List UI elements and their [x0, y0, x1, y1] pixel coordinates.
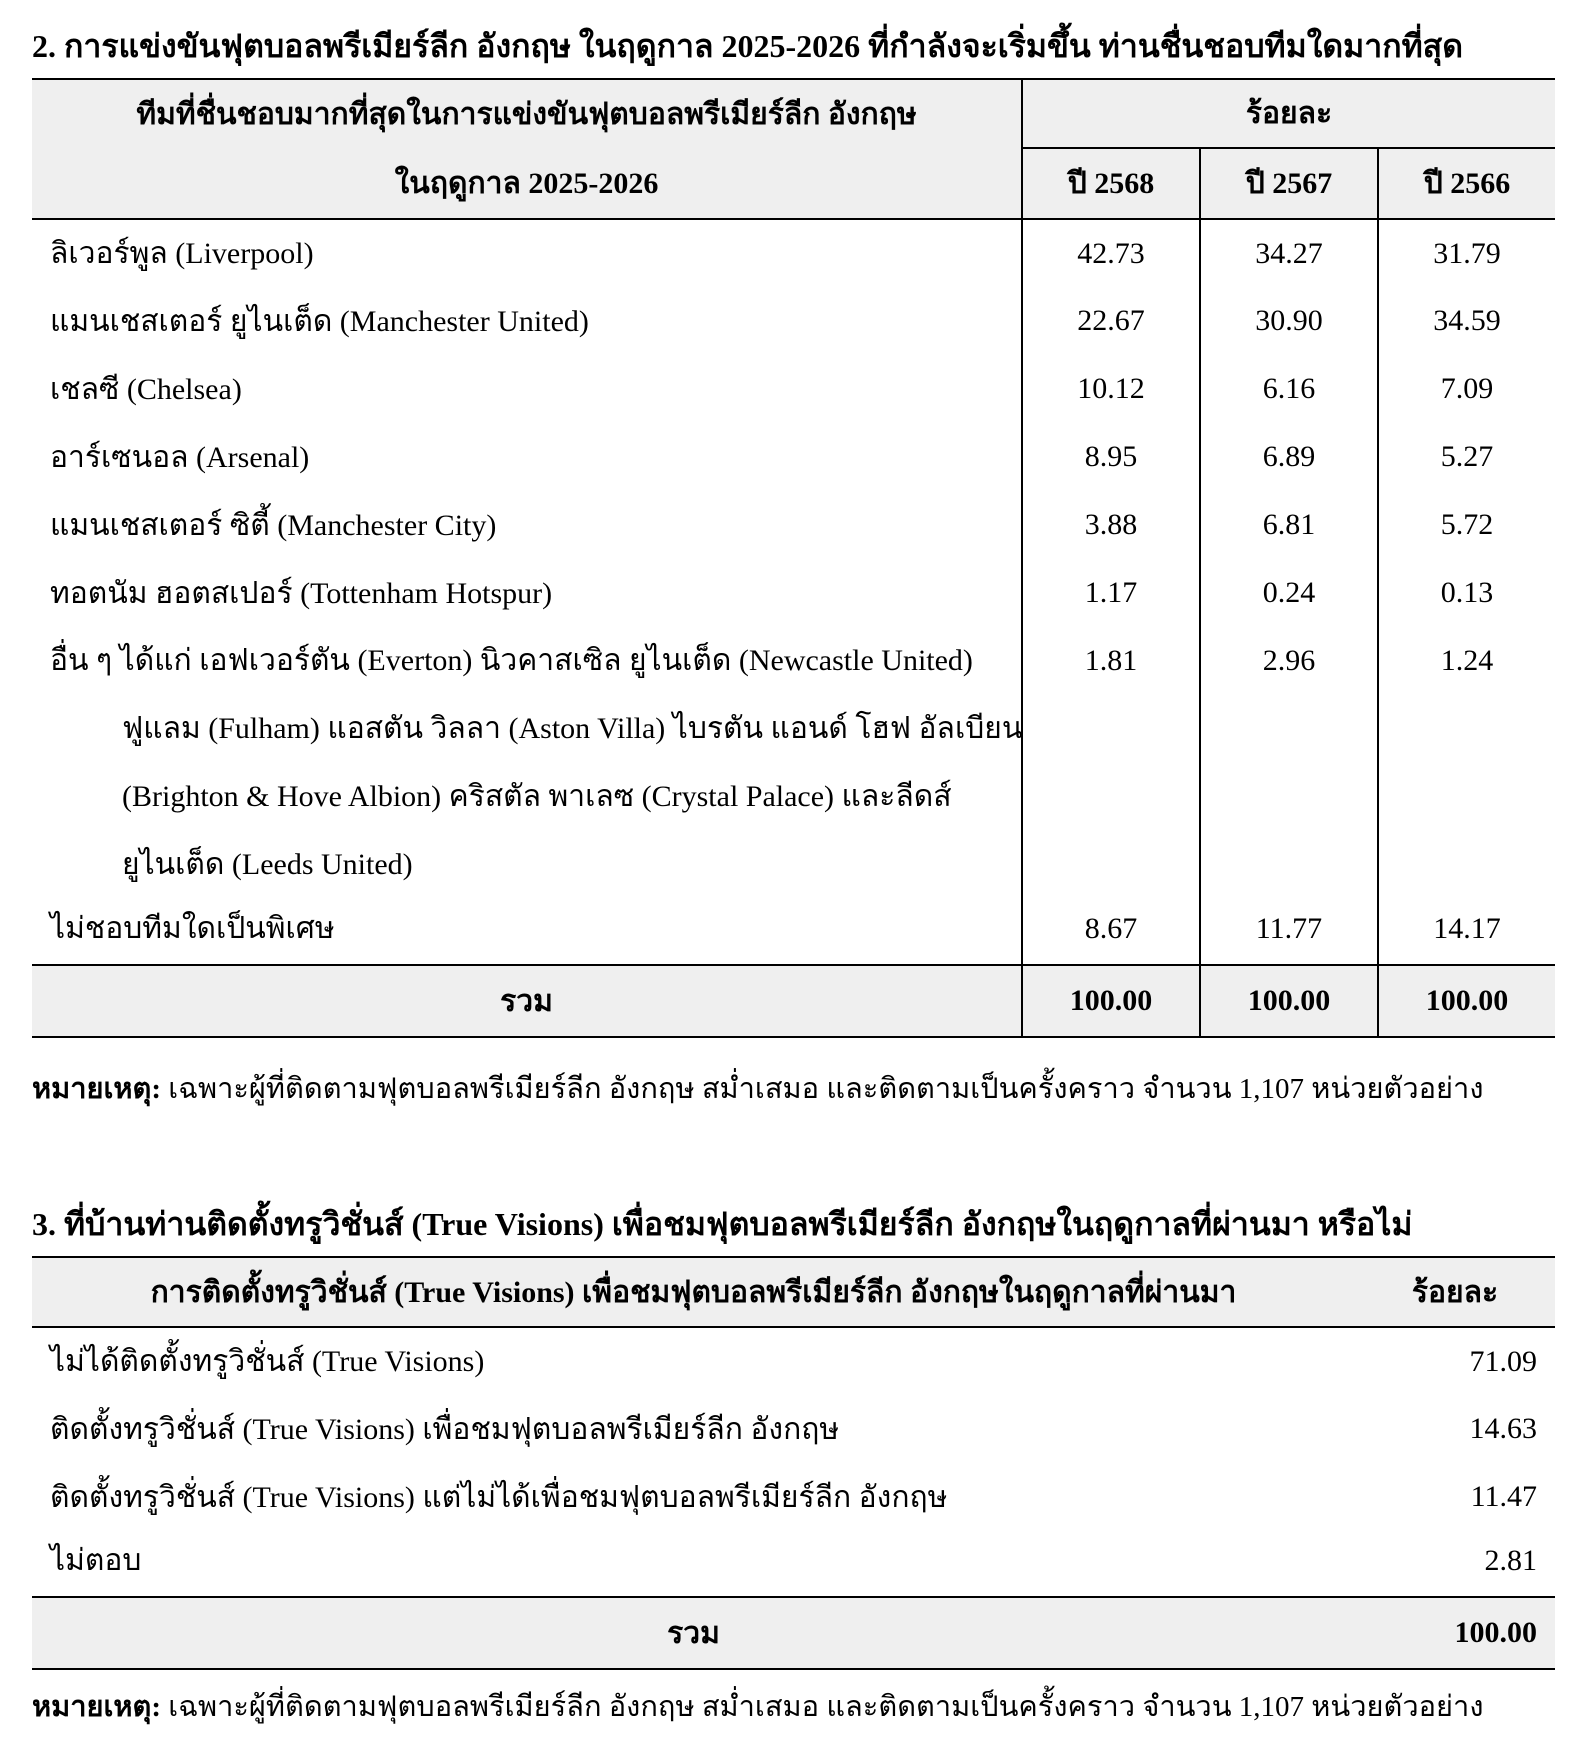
table-row-total	[32, 965, 1555, 1037]
total-2566: 100.00	[1378, 965, 1555, 1037]
value-2568: 1.81	[1022, 627, 1200, 899]
value-2566: 31.79	[1433, 236, 1501, 270]
section2-table	[32, 78, 1555, 1038]
total-value: 100.00	[1355, 1597, 1555, 1669]
note-text: เฉพาะผู้ที่ติดตามฟุตบอลพรีเมียร์ลีก อังกฤษ สม่ำเสมอ และติดตามเป็นครั้งคราว จำนวน 1,107 หน่วยตัวอย่าง	[161, 1073, 1484, 1105]
section2-header-team	[32, 79, 1022, 219]
install-value: 11.47	[1470, 1480, 1537, 1513]
value-2568: 10.12	[1022, 355, 1200, 423]
section3-header-percent: ร้อยละ	[1355, 1257, 1555, 1327]
section2-header-team-line1: ทีมที่ชื่นชอบมากที่สุดในการแข่งขันฟุตบอลพรีเมียร์ลีก อังกฤษ	[136, 98, 917, 131]
value-2567: 6.89	[1200, 423, 1378, 491]
table-row	[32, 899, 1555, 965]
value-2567: 2.96	[1200, 627, 1378, 899]
total-label: รวม	[32, 1597, 1355, 1669]
section2-header-year: ปี 2566	[1378, 148, 1555, 219]
section3-note	[32, 1693, 1483, 1722]
section2-header-year: ปี 2568	[1022, 148, 1200, 219]
team-label-others	[32, 627, 1022, 899]
install-value: 14.63	[1469, 1412, 1537, 1445]
note-label: หมายเหตุ:	[32, 1073, 162, 1105]
value-2566: 34.59	[1433, 304, 1501, 337]
section2-note	[32, 1075, 1483, 1104]
value-2566: 14.17	[1433, 912, 1501, 945]
section2-header-year: ปี 2567	[1200, 148, 1378, 219]
value-2568: 42.73	[1022, 219, 1200, 287]
table-row	[32, 219, 1555, 287]
value-2567: 0.24	[1200, 559, 1378, 627]
value-2568: 22.67	[1022, 287, 1200, 355]
team-label: แมนเชสเตอร์ ซิตี้ (Manchester City)	[32, 491, 1022, 559]
table-row	[32, 287, 1555, 355]
team-label: อาร์เซนอล (Arsenal)	[32, 423, 1022, 491]
table-row	[32, 1327, 1555, 1395]
value-2568: 1.17	[1022, 559, 1200, 627]
note-text: เฉพาะผู้ที่ติดตามฟุตบอลพรีเมียร์ลีก อังกฤษ สม่ำเสมอ และติดตามเป็นครั้งคราว จำนวน 1,107 หน่วยตัวอย่าง	[161, 1691, 1484, 1723]
others-line: ฟูแลม (Fulham) แอสตัน วิลลา (Aston Villa) ไบรตัน แอนด์ โฮฟ อัลเบียน	[122, 712, 1023, 745]
install-label: ไม่ได้ติดตั้งทรูวิชั่นส์ (True Visions)	[50, 1345, 485, 1378]
total-2568: 100.00	[1022, 965, 1200, 1037]
value-2566: 5.27	[1440, 440, 1494, 473]
team-label: ลิเวอร์พูล (Liverpool)	[32, 219, 1022, 287]
value-2567: 34.27	[1200, 219, 1378, 287]
section2-header-percent: ร้อยละ	[1022, 79, 1555, 148]
install-value: 71.09	[1469, 1344, 1537, 1378]
value-2567: 30.90	[1200, 287, 1378, 355]
table-row	[32, 1531, 1555, 1597]
value-2568: 8.67	[1022, 899, 1200, 965]
value-2566: 0.13	[1440, 576, 1494, 609]
value-2566: 5.72	[1440, 508, 1494, 541]
others-line: อื่น ๆ ได้แก่ เอฟเวอร์ตัน (Everton) นิวคาสเซิล ยูไนเต็ด (Newcastle United)	[50, 644, 973, 677]
others-line: (Brighton & Hove Albion) คริสตัล พาเลซ (Crystal Palace) และลีดส์	[122, 780, 952, 813]
value-2568: 8.95	[1022, 423, 1200, 491]
section3-header-label: การติดตั้งทรูวิชั่นส์ (True Visions) เพื่อชมฟุตบอลพรีเมียร์ลีก อังกฤษในฤดูกาลที่ผ่านมา	[32, 1257, 1355, 1327]
section3-table	[32, 1256, 1555, 1670]
value-2567: 6.16	[1200, 355, 1378, 423]
team-label: ไม่ชอบทีมใดเป็นพิเศษ	[32, 899, 1022, 965]
total-2567: 100.00	[1200, 965, 1378, 1037]
team-label: เชลซี (Chelsea)	[32, 355, 1022, 423]
section2-header-team-line2: ในฤดูกาล 2025-2026	[394, 167, 659, 200]
table-row	[32, 355, 1555, 423]
table-row	[32, 559, 1555, 627]
others-line: ยูไนเต็ด (Leeds United)	[122, 848, 413, 881]
install-label: ติดตั้งทรูวิชั่นส์ (True Visions) แต่ไม่ได้เพื่อชมฟุตบอลพรีเมียร์ลีก อังกฤษ	[50, 1480, 948, 1514]
table-row	[32, 1463, 1555, 1531]
team-label: แมนเชสเตอร์ ยูไนเต็ด (Manchester United)	[32, 287, 1022, 355]
section2-title: 2. การแข่งขันฟุตบอลพรีเมียร์ลีก อังกฤษ ในฤดูกาล 2025-2026 ที่กำลังจะเริ่มขึ้น ท่านชื่นชอบทีมใดมากที่สุด	[32, 28, 1463, 64]
value-2566: 7.09	[1440, 372, 1494, 405]
table-row-others	[32, 627, 1555, 899]
team-label: ทอตนัม ฮอตสเปอร์ (Tottenham Hotspur)	[32, 559, 1022, 627]
section3-title: 3. ที่บ้านท่านติดตั้งทรูวิชั่นส์ (True Visions) เพื่อชมฟุตบอลพรีเมียร์ลีก อังกฤษในฤดูกาลที่ผ่านมา หรือไม่	[32, 1206, 1413, 1242]
install-value: 2.81	[1484, 1544, 1537, 1577]
value-2567: 6.81	[1200, 491, 1378, 559]
value-2566: 1.24	[1440, 644, 1494, 677]
note-label: หมายเหตุ:	[32, 1691, 162, 1723]
install-label: ติดตั้งทรูวิชั่นส์ (True Visions) เพื่อชมฟุตบอลพรีเมียร์ลีก อังกฤษ	[50, 1412, 840, 1446]
total-label: รวม	[32, 965, 1022, 1037]
table-row	[32, 491, 1555, 559]
value-2567: 11.77	[1200, 899, 1378, 965]
table-row	[32, 423, 1555, 491]
table-row	[32, 1395, 1555, 1463]
value-2568: 3.88	[1022, 491, 1200, 559]
table-row-total	[32, 1597, 1555, 1669]
install-label: ไม่ตอบ	[50, 1544, 142, 1577]
